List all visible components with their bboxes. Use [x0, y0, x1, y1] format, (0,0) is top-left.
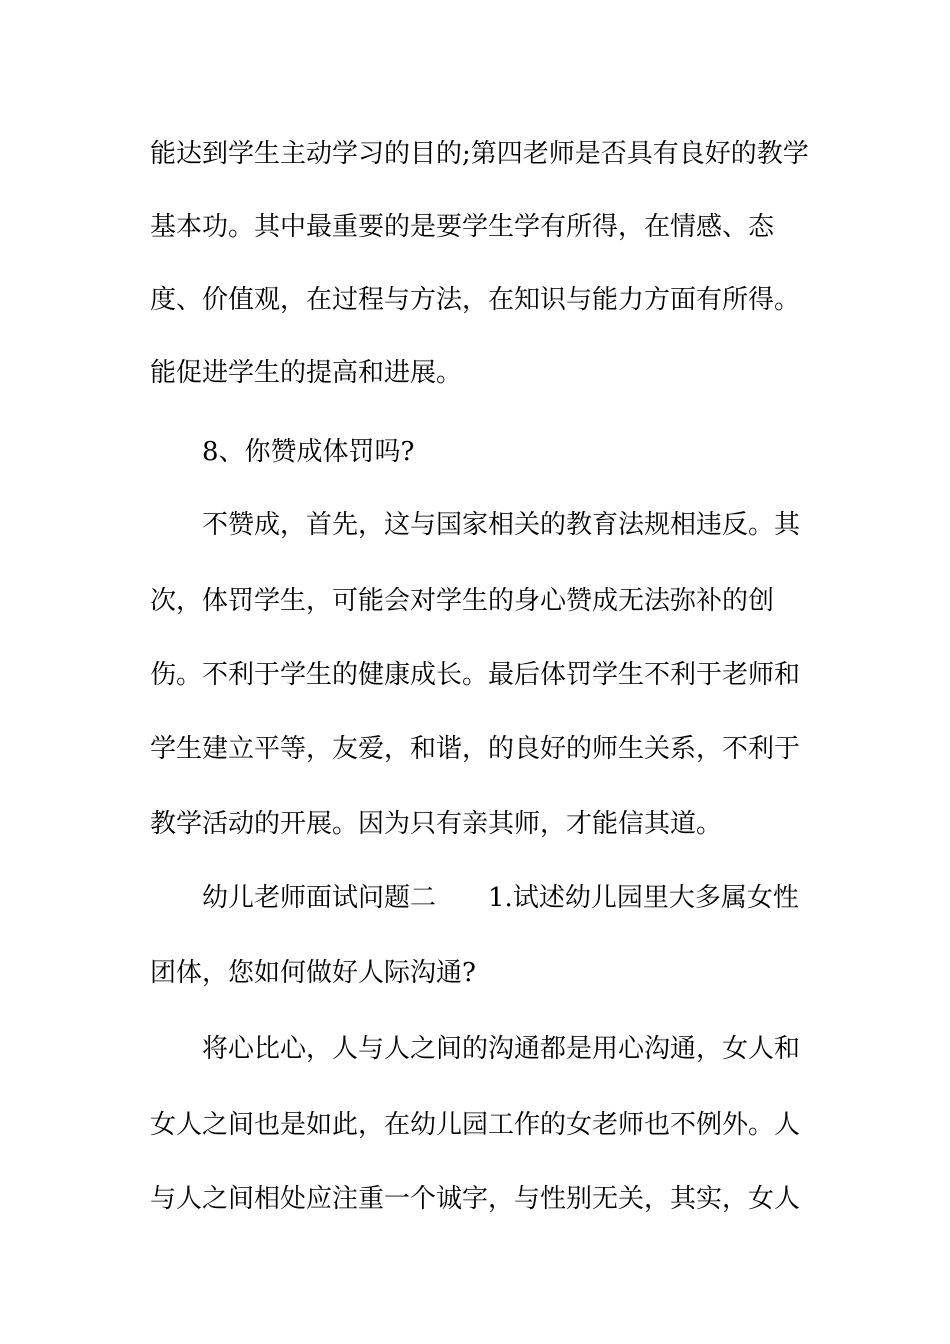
- text-line: 基本功。其中最重要的是要学生学有所得，在情感、态: [150, 212, 775, 242]
- text-line: 团体，您如何做好人际沟通?: [150, 958, 476, 988]
- text-line: 能达到学生主动学习的目的;第四老师是否具有良好的教学: [150, 139, 809, 169]
- text-line: 不赞成，首先，这与国家相关的教育法规相违反。其: [202, 510, 801, 540]
- text-line: 女人之间也是如此，在幼儿园工作的女老师也不例外。人: [150, 1110, 801, 1140]
- text-line: 学生建立平等，友爱，和谐，的良好的师生关系，不利于: [150, 734, 801, 764]
- text-line: 将心比心，人与人之间的沟通都是用心沟通，女人和: [202, 1034, 801, 1064]
- text-line: 度、价值观，在过程与方法，在知识与能力方面有所得。: [150, 285, 801, 315]
- text-line: 伤。不利于学生的健康成长。最后体罚学生不利于老师和: [150, 660, 801, 690]
- text-line: 教学活动的开展。因为只有亲其师，才能信其道。: [150, 809, 723, 839]
- text-line: 能促进学生的提高和进展。: [150, 358, 463, 388]
- question-text: 1.试述幼儿园里大多属女性: [488, 883, 799, 913]
- text-line: 8、你赞成体罚吗?: [202, 437, 415, 467]
- section-heading: 幼儿老师面试问题二: [202, 883, 437, 913]
- text-line: 与人之间相处应注重一个诚字，与性别无关，其实，女人: [150, 1184, 801, 1214]
- text-line: [202, 882, 799, 914]
- text-line: 次，体罚学生，可能会对学生的身心赞成无法弥补的创: [150, 586, 775, 616]
